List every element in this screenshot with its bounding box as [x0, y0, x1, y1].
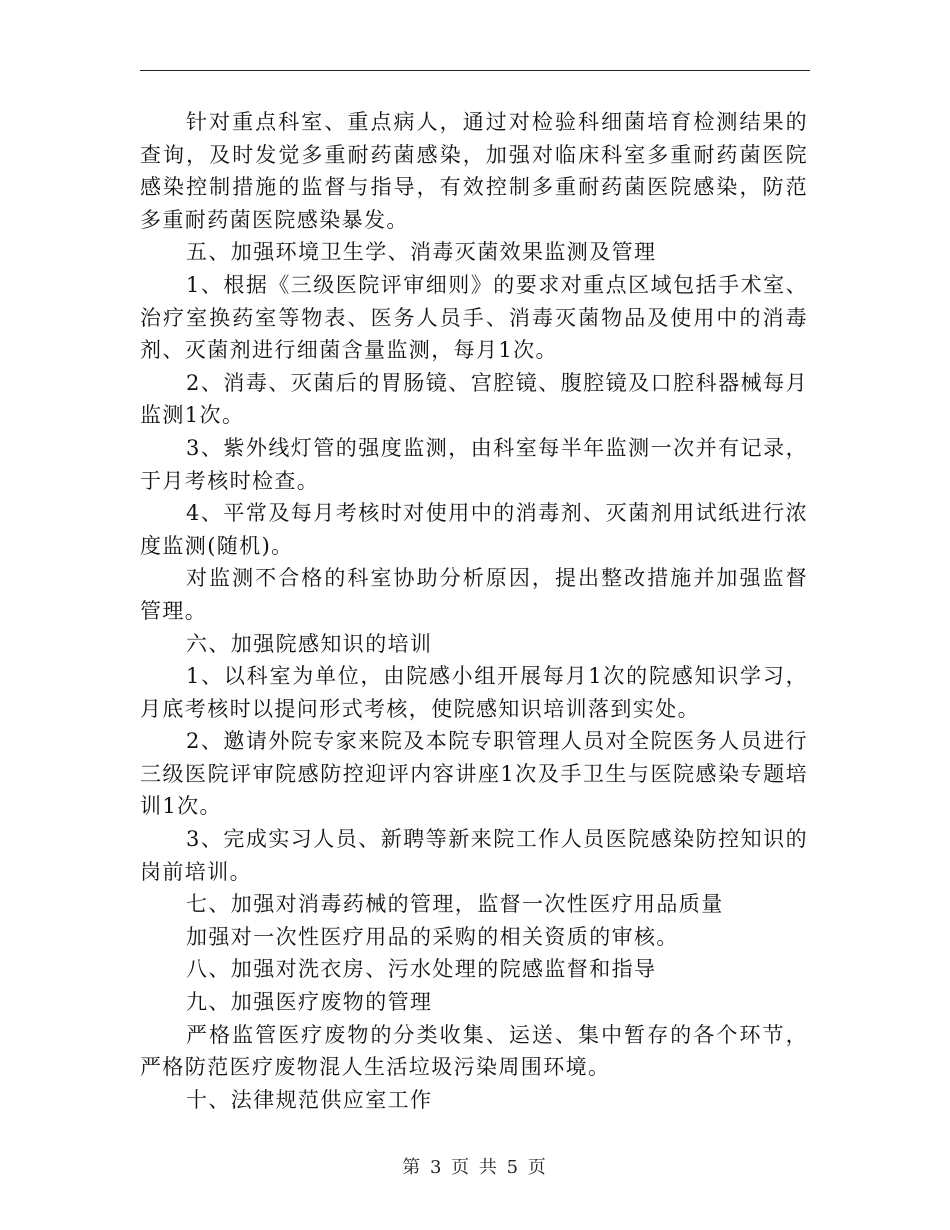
paragraph-6-1: 1、以科室为单位，由院感小组开展每月1次的院感知识学习，月底考核时以提问形式考核，使院感知识培训落到实处。: [140, 664, 808, 721]
paragraph-6-3: 3、完成实习人员、新聘等新来院工作人员医院感染防控知识的岗前培训。: [140, 827, 808, 884]
paragraph-5-4: 4、平常及每月考核时对使用中的消毒剂、灭菌剂用试纸进行浓度监测(随机)。: [140, 501, 808, 558]
section-heading-5: 五、加强环境卫生学、消毒灭菌效果监测及管理: [186, 240, 657, 265]
section-heading-8: 八、加强对洗衣房、污水处理的院感监督和指导: [186, 957, 657, 982]
header-rule: [140, 70, 810, 71]
paragraph-5-1: 1、根据《三级医院评审细则》的要求对重点区域包括手术室、治疗室换药室等物表、医务人员手、消毒灭菌物品及使用中的消毒剂、灭菌剂进行细菌含量监测，每月1次。: [140, 272, 808, 363]
paragraph-6-2: 2、邀请外院专家来院及本院专职管理人员对全院医务人员进行三级医院评审院感防控迎评内容讲座1次及手卫生与医院感染专题培训1次。: [140, 729, 808, 819]
paragraph-9-1: 严格监管医疗废物的分类收集、运送、集中暂存的各个环节，严格防范医疗废物混人生活垃圾污染周围环境。: [140, 1022, 808, 1080]
section-heading-10: 十、法律规范供应室工作: [186, 1087, 433, 1112]
paragraph-5-note: 对监测不合格的科室协助分析原因，提出整改措施并加强监督管理。: [140, 566, 808, 623]
section-heading-9: 九、加强医疗废物的管理: [186, 990, 433, 1015]
paragraph-5-3: 3、紫外线灯管的强度监测，由科室每半年监测一次并有记录，于月考核时检查。: [140, 435, 808, 493]
paragraph-7-1: 加强对一次性医疗用品的采购的相关资质的审核。: [186, 924, 679, 949]
section-heading-6: 六、加强院感知识的培训: [186, 631, 433, 656]
section-heading-7: 七、加强对消毒药械的管理，监督一次性医疗用品质量: [186, 892, 724, 917]
paragraph-5-2: 2、消毒、灭菌后的胃肠镜、宫腔镜、腹腔镜及口腔科器械每月监测1次。: [140, 370, 808, 428]
document-body: [140, 106, 808, 1116]
paragraph-intro: 针对重点科室、重点病人，通过对检验科细菌培育检测结果的查询，及时发觉多重耐药菌感染，加强对临床科室多重耐药菌医院感染控制措施的监督与指导，有效控制多重耐药菌医院感染，防范多重耐药菌医院感染暴发。: [140, 110, 808, 232]
page-number-footer: 第 3 页 共 5 页: [402, 1157, 548, 1178]
